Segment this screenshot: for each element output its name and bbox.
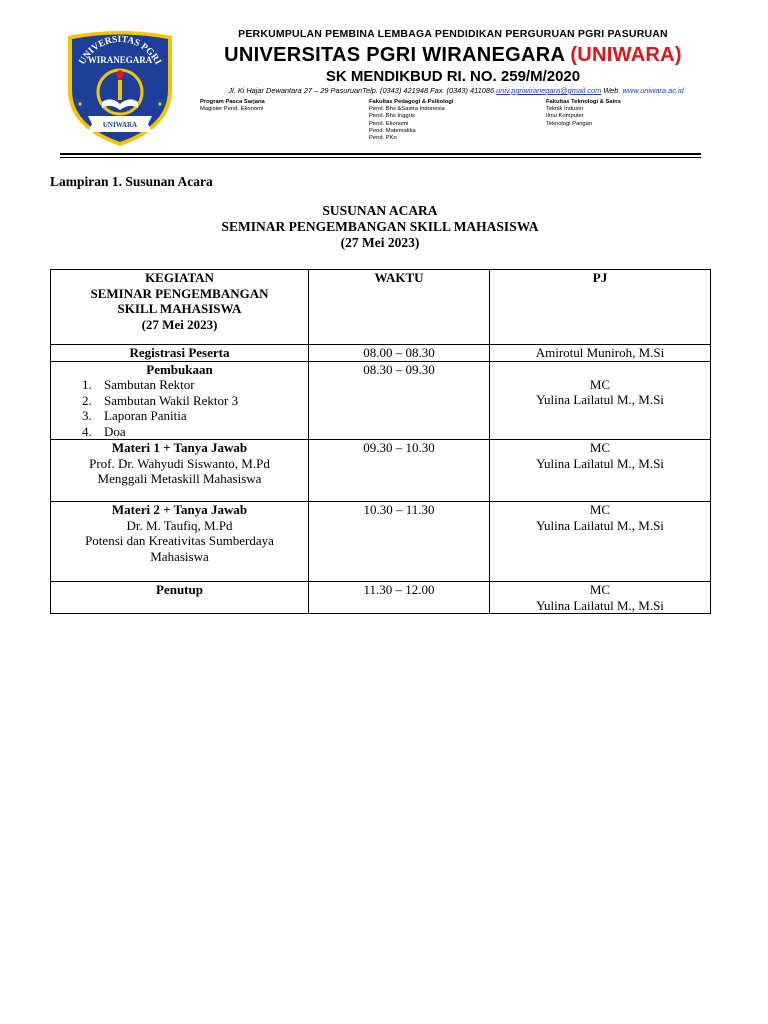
svg-text:UNIWARA: UNIWARA (102, 121, 138, 129)
time-cell: 10.30 – 11.30 (309, 502, 490, 582)
pj-cell (490, 440, 711, 502)
pj-role: MC (589, 582, 611, 597)
list-item (54, 377, 305, 393)
svg-text:UNIVERSITAS PGRI: UNIVERSITAS PGRI (77, 34, 163, 67)
document-title: SUSUNAN ACARA (322, 203, 438, 218)
program-head: Fakultas Teknologi & Sains (546, 99, 621, 105)
activity-title: Materi 1 + Tanya Jawab (111, 440, 248, 455)
header-line: SKILL MAHASISWA (117, 301, 242, 316)
speaker-name: Dr. M. Taufiq, M.Pd (126, 517, 233, 533)
list-text: Laporan Panitia (104, 408, 187, 423)
pj-name: Yulina Lailatul M., M.Si (536, 455, 664, 471)
university-logo (58, 24, 182, 148)
session-topic: Potensi dan Kreativitas Sumberdaya (85, 533, 274, 548)
activity-title: Penutup (51, 582, 309, 614)
table-row (51, 361, 711, 440)
program-column-pedagogy (369, 99, 453, 142)
svg-text:WIRANEGARA: WIRANEGARA (87, 55, 153, 65)
university-abbreviation: (UNIWARA) (570, 44, 682, 66)
activity-cell (51, 502, 309, 582)
contact-address (196, 86, 716, 95)
program-column-postgrad (200, 99, 265, 113)
list-text: Sambutan Rektor (104, 377, 195, 392)
web-label: Web. (603, 86, 621, 95)
program-item: Magister Pend. Ekonomi (200, 106, 264, 113)
pj-name: Amirotul Muniroh, M.Si (490, 345, 711, 362)
pj-name: Yulina Lailatul M., M.Si (536, 392, 664, 407)
header-line: (27 Mei 2023) (141, 316, 218, 332)
activity-cell (51, 361, 309, 440)
program-item: Pend. Bhs &Sastra Indonesia (369, 106, 445, 113)
header-divider-thin (60, 157, 701, 158)
table-row (51, 345, 711, 362)
university-name (194, 44, 712, 67)
program-item: Pend. Bhs Inggris (369, 113, 415, 120)
decree-number: SK MENDIKBUD RI. NO. 259/M/2020 (325, 68, 581, 85)
activity-title: Pembukaan (146, 361, 213, 377)
pj-name: Yulina Lailatul M., M.Si (536, 597, 664, 613)
pj-role: MC (589, 376, 611, 392)
header-line: KEGIATAN (145, 270, 214, 285)
list-text: Doa (104, 423, 126, 439)
pj-role: MC (589, 502, 611, 517)
address-text: Jl. Ki Hajar Dewantara 27 – 29 PasuruanTelp. (0343) 421948 Fax. (0343) 411086 (228, 86, 495, 95)
agenda-table (50, 269, 711, 614)
list-number: 3. (82, 408, 92, 423)
table-row (51, 502, 711, 582)
time-cell: 09.30 – 10.30 (309, 440, 490, 502)
list-item (54, 424, 305, 440)
event-date: (27 Mei 2023) (340, 235, 420, 250)
organization-name: PERKUMPULAN PEMBINA LEMBAGA PENDIDIKAN PERGURUAN PGRI PASURUAN (238, 28, 668, 40)
pj-cell (490, 361, 711, 440)
program-head: Program Pasca Sarjana (200, 99, 265, 105)
list-number: 4. (82, 423, 92, 439)
list-item (54, 408, 305, 424)
program-item: Pend. Ekonomi (369, 120, 409, 127)
program-head: Fakultas Pedagogi & Psikologi (369, 99, 454, 105)
column-header-pj: PJ (490, 270, 711, 345)
program-item: Pend. Matematika (369, 127, 416, 134)
program-item: Teknik Industri (546, 106, 584, 113)
list-number: 1. (82, 377, 92, 392)
activity-title: Registrasi Peserta (51, 345, 309, 362)
session-topic-cont: Mahasiswa (150, 548, 209, 564)
time-cell: 08.00 – 08.30 (309, 345, 490, 362)
pj-role: MC (589, 440, 611, 455)
column-header-kegiatan (51, 270, 309, 345)
list-item (54, 393, 305, 409)
email-link[interactable]: univ.pgriwiranegara@gmail.com (496, 86, 602, 95)
activity-cell (51, 440, 309, 502)
program-item: Pend. PKn (369, 135, 397, 142)
program-column-technology (546, 99, 621, 128)
header-divider-thick (60, 153, 701, 155)
website-link[interactable]: www.uniwara.ac.id (622, 86, 684, 95)
program-item: Ilmu Komputer (546, 113, 584, 120)
speaker-name: Prof. Dr. Wahyudi Siswanto, M.Pd (89, 455, 270, 471)
header-line: SEMINAR PENGEMBANGAN (90, 285, 269, 301)
table-row (51, 582, 711, 614)
column-header-waktu: WAKTU (309, 270, 490, 345)
event-title: SEMINAR PENGEMBANGAN SKILL MAHASISWA (221, 219, 539, 234)
list-text: Sambutan Wakil Rektor 3 (104, 392, 239, 408)
time-cell: 11.30 – 12.00 (309, 582, 490, 614)
pj-name: Yulina Lailatul M., M.Si (536, 517, 664, 533)
attachment-label: Lampiran 1. Susunan Acara (50, 174, 213, 189)
spacer (493, 362, 707, 377)
time-cell: 08.30 – 09.30 (309, 361, 490, 440)
table-row (51, 440, 711, 502)
table-header-row (51, 270, 711, 345)
activity-title: Materi 2 + Tanya Jawab (111, 502, 248, 517)
list-number: 2. (82, 392, 92, 408)
pj-cell (490, 502, 711, 582)
program-item: Teknologi Pangan (546, 120, 593, 127)
university-title: UNIVERSITAS PGRI WIRANEGARA (224, 44, 565, 66)
session-topic: Menggali Metaskill Mahasiswa (97, 471, 262, 486)
pj-cell (490, 582, 711, 614)
